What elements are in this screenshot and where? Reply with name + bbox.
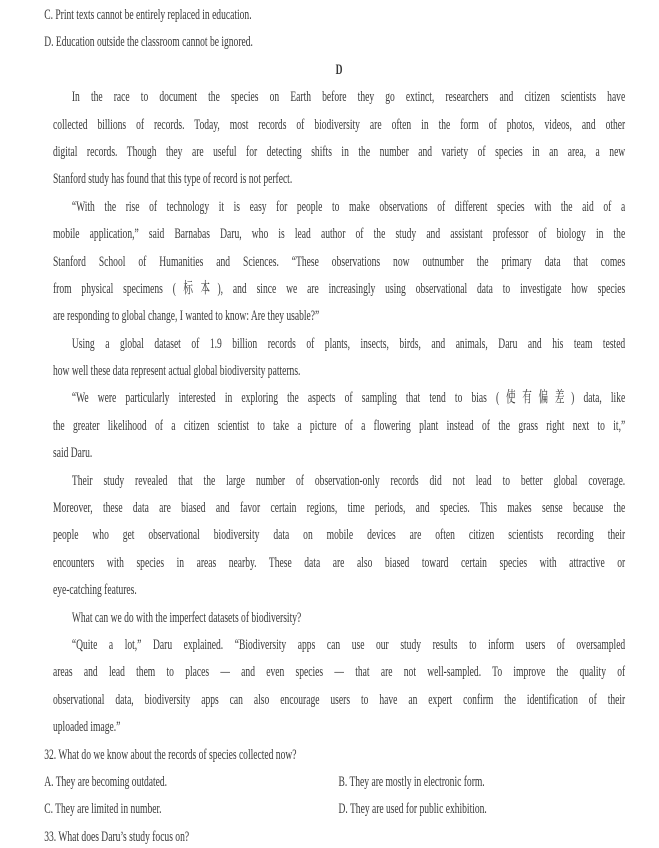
passage-line: observational data, biodiversity apps can also encourage users to have an expert confirm the identification of their	[53, 690, 626, 708]
prior-question-option: C. Print texts cannot be entirely replaced in education.	[44, 6, 252, 23]
passage-line: uploaded image.”	[53, 718, 121, 736]
passage-line: Their study revealed that the large number of observation-only records did not lead to better global coverage.	[71, 471, 626, 489]
passage-line: people who get observational biodiversity data on mobile devices are often citizen scientists recording their	[53, 526, 626, 544]
passage-line: areas and lead them to places — and even species — that are not well-sampled. To improve the quality of	[53, 663, 626, 681]
passage-line: “With the rise of technology it is easy for people to make observations of different species with the aid of a	[71, 197, 626, 215]
passage-line: how well these data represent actual global biodiversity patterns.	[53, 362, 301, 380]
passage-line: the greater likelihood of a citizen scientist to take a picture of a flowering plant instead of the grass right next to it,”	[53, 416, 626, 434]
answer-option-left: A. They are becoming outdated.	[44, 772, 168, 790]
passage-line: are responding to global change, I wanted to know: Are they usable?”	[53, 307, 320, 325]
answer-option-right: B. They are mostly in electronic form.	[338, 772, 485, 790]
passage-line: “Quite a lot,” Daru explained. “Biodiversity apps can use our study results to inform users of oversampled	[71, 635, 626, 653]
passage-line: collected billions of records. Today, most records of biodiversity are often in the form of photos, videos, and other	[53, 115, 626, 133]
answer-option-right: D. They are used for public exhibition.	[338, 800, 487, 818]
passage-line: What can we do with the imperfect datasets of biodiversity?	[71, 608, 302, 626]
question-stem: 32. What do we know about the records of species collected now?	[44, 745, 297, 763]
passage-line: encounters with species in areas nearby. These data are also biased toward certain species with attractive or	[53, 553, 626, 571]
question-stem: 33. What does Daru’s study focus on?	[44, 827, 190, 845]
answer-option-left: C. They are limited in number.	[44, 800, 162, 818]
passage-line: “We were particularly interested in exploring the aspects of sampling that tend to bias (使有偏差) data, like	[71, 389, 626, 407]
passage-line: Moreover, these data are biased and favor certain regions, time periods, and species. This makes sense because the	[53, 499, 626, 517]
document-content	[44, 1, 626, 848]
passage-line: digital records. Though they are useful for detecting shifts in the number and variety of species in an area, a new	[53, 142, 626, 160]
passage-line: mobile application,” said Barnabas Daru, who is lead author of the study and assistant professor of biology in the	[53, 225, 626, 243]
answer-option-row	[44, 795, 625, 822]
passage-line: said Daru.	[53, 444, 93, 462]
passage-line: eye-catching features.	[53, 581, 137, 599]
passage-section-heading: D	[335, 60, 343, 78]
passage-line: Stanford School of Humanities and Sciences. “These observations now outnumber the primary data that comes	[53, 252, 626, 270]
passage-line: In the race to document the species on Earth before they go extinct, researchers and citizen scientists have	[71, 88, 626, 106]
answer-option-row	[44, 768, 625, 795]
passage-line: from physical specimens (标本), and since we are increasingly using observational data to investigate how species	[53, 279, 626, 297]
passage-line: Using a global dataset of 1.9 billion records of plants, insects, birds, and animals, Daru and his team tested	[71, 334, 626, 352]
prior-question-option: D. Education outside the classroom cannot be ignored.	[44, 33, 253, 51]
passage-line: Stanford study has found that this type of record is not perfect.	[53, 170, 293, 188]
